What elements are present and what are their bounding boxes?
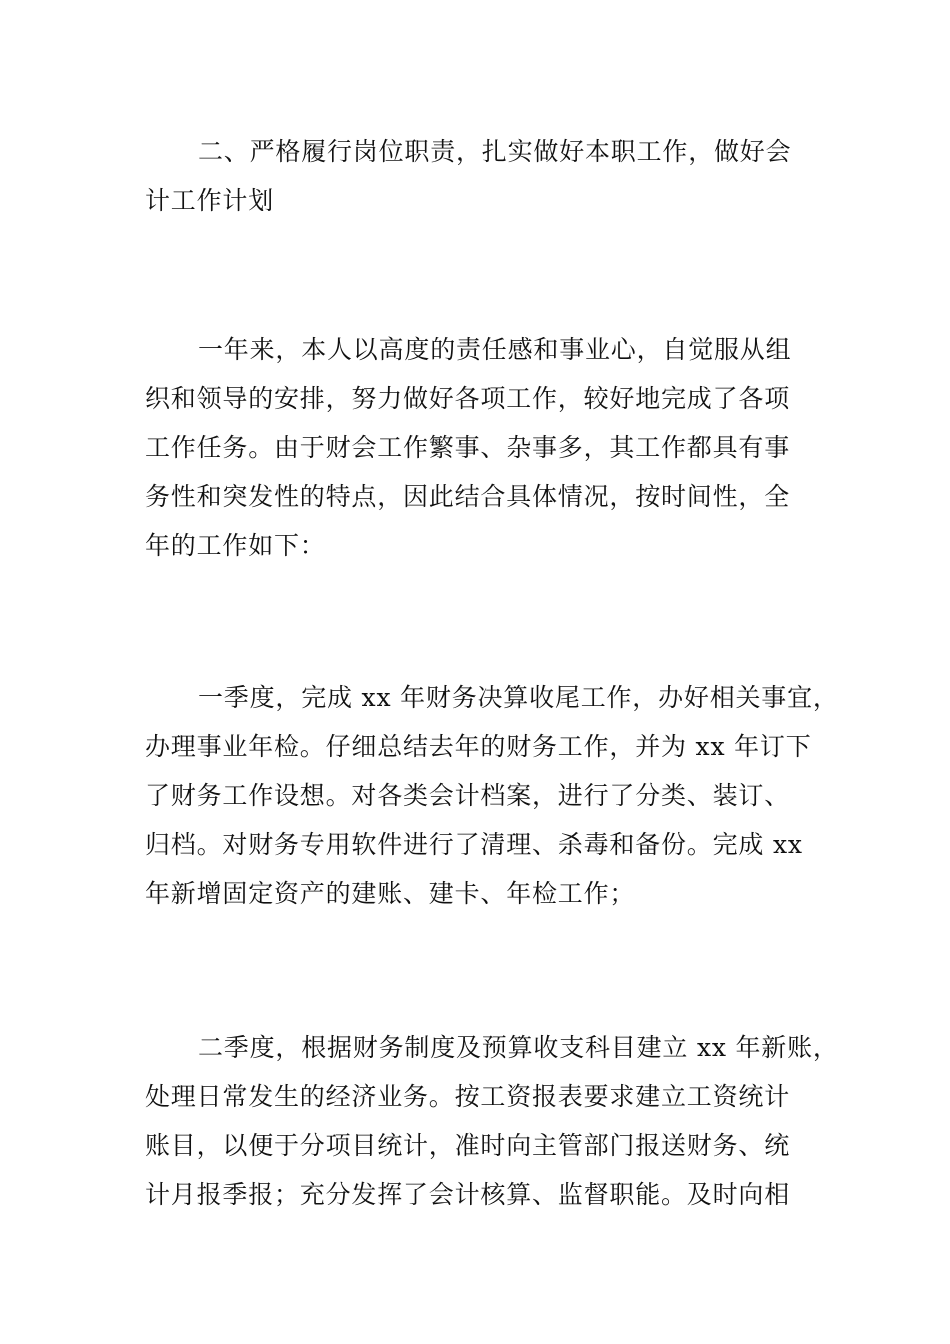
paragraph-line: 归档。对财务专用软件进行了清理、杀毒和备份。完成 xx — [145, 830, 803, 859]
paragraph-line: 办理事业年检。仔细总结去年的财务工作，并为 xx 年订下 — [145, 732, 812, 761]
paragraph-line: 二、严格履行岗位职责，扎实做好本职工作，做好会 — [198, 137, 792, 166]
paragraph-line: 处理日常发生的经济业务。按工资报表要求建立工资统计 — [145, 1082, 791, 1111]
first-quarter-paragraph — [145, 673, 839, 918]
paragraph-line: 织和领导的安排，努力做好各项工作，较好地完成了各项 — [145, 384, 791, 413]
summary-paragraph — [145, 325, 810, 570]
paragraph-line: 一年来，本人以高度的责任感和事业心，自觉服从组 — [198, 335, 792, 364]
second-quarter-paragraph — [145, 1023, 839, 1219]
paragraph-line: 务性和突发性的特点，因此结合具体情况，按时间性，全 — [145, 482, 791, 511]
paragraph-line: 计工作计划 — [145, 186, 275, 215]
paragraph-line: 年的工作如下： — [145, 531, 326, 560]
paragraph-line: 年新增固定资产的建账、建卡、年检工作； — [145, 879, 636, 908]
section-heading-paragraph — [145, 127, 810, 225]
paragraph-line: 工作任务。由于财会工作繁事、杂事多，其工作都具有事 — [145, 433, 791, 462]
paragraph-line: 账目，以便于分项目统计，准时向主管部门报送财务、统 — [145, 1131, 791, 1160]
paragraph-line: 了财务工作设想。对各类会计档案，进行了分类、装订、 — [145, 781, 791, 810]
paragraph-line: 一季度，完成 xx 年财务决算收尾工作，办好相关事宜， — [198, 683, 839, 712]
paragraph-line: 计月报季报；充分发挥了会计核算、监督职能。及时向相 — [145, 1180, 791, 1209]
paragraph-line: 二季度，根据财务制度及预算收支科目建立 xx 年新账， — [198, 1033, 839, 1062]
